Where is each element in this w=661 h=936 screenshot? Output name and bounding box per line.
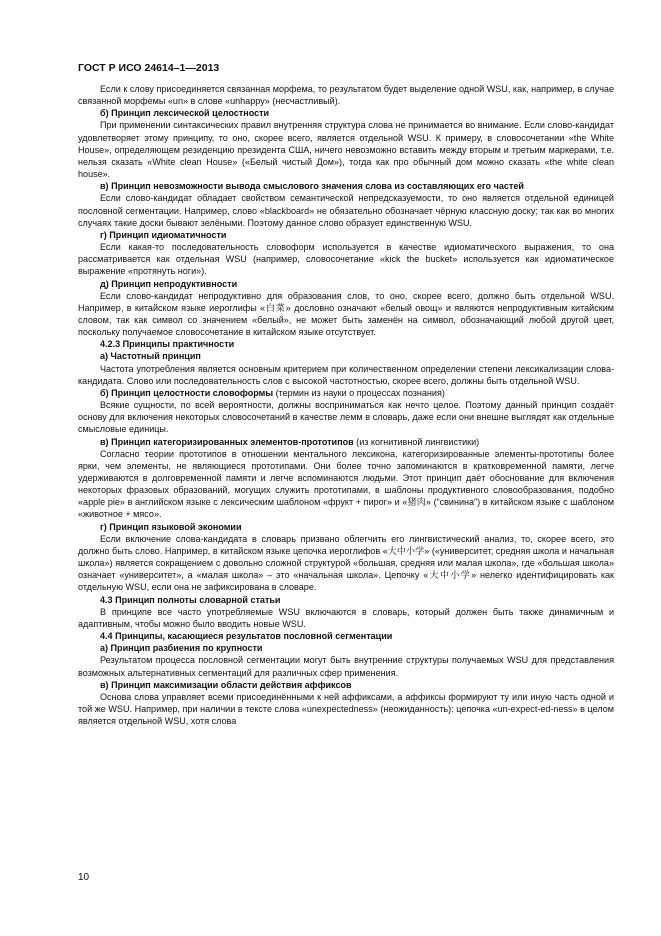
paragraph-bound-morpheme: Если к слову присоединяется связанная морфема, то результатом будет выделение одной WSU, как, например, в случае связанной морфемы «un» в слове «unhappy» (несчастливый). [78, 84, 614, 107]
heading-wordform-integrity-note: (термин из науки о процессах познания) [273, 387, 445, 398]
heading-language-economy: г) Принцип языковой экономии [100, 521, 242, 532]
heading-lexical-integrity: б) Принцип лексической целостности [100, 108, 270, 119]
paragraph-language-economy: Если включение слова-кандидата в словарь призвано облегчить его лингвистический анализ, то, скорее всего, это должно быть слово. Например, в китайском языке цепочка иероглифов «大中小学» («университет, средняя школа и начальная школа») является сокращением с довольно сложной структурой «большая, средняя или малая школа», где «большая школа» означает «университет», а «малая школа» – это «начальная школа». Цепочку «大中小学» нелегко идентифицировать как отдельную WSU, если она не зафиксирована в словаре. [78, 533, 614, 593]
paragraph-dictionary-completeness: В принципе все часто употребляемые WSU включаются в словарь, который должен быть также динамичным и адаптивным, чтобы можно было вводить новые WSU. [78, 606, 614, 629]
heading-semantic-non-compositionality: в) Принцип невозможности вывода смыслового значения слова из составляющих его частей [100, 181, 524, 192]
heading-granularity-principle: а) Принцип разбиения по крупности [100, 643, 263, 654]
heading-prototype-elements-note: (из когнитивной лингвистики) [353, 436, 480, 447]
page-number: 10 [78, 872, 90, 883]
heading-segmentation-results: 4.4 Принципы, касающиеся результатов пословной сегментации [100, 631, 393, 642]
paragraph-lexical-integrity: При применении синтаксических правил внутренняя структура слова не принимается во внимание. Если слово-кандидат удовлетворяет этому принципу, то оно, скорее всего, является отдельной WSU. К примеру, в словосочетании «the White House», определяющем резиденцию президента США, ничего невозможно вставить между вторым и третьим маркерами, т.е. нельзя сказать «White clean House» («Белый чистый Дом»), тогда как про обычный дом можно сказать «the white clean house». [78, 120, 614, 180]
heading-non-productivity: д) Принцип непродуктивности [100, 278, 238, 289]
document-header: ГОСТ Р ИСО 24614–1—2013 [78, 62, 220, 74]
heading-idiomaticity: г) Принцип идиоматичности [100, 229, 227, 240]
heading-dictionary-completeness: 4.3 Принцип полноты словарной статьи [100, 594, 281, 605]
paragraph-prototype-elements: Согласно теории прототипов в отношении ментального лексикона, категоризированные элементы-прототипы более ярки, чем элементы, не являющиеся прототипами. Они более точно запоминаются в кратковременной памяти, легче удерживаются в долговременной памяти и легче вспоминаются людьми. Этот принцип даёт обоснование для включения некоторых фразовых образований, могущих служить прототипами, в шаблоны продуктивного словообразования, подобно «apple pie» в английском языке с лексическим шаблоном «фрукт + пирог» и «猪肉» (“свинина”) в китайском языке с шаблоном «животное + мясо». [78, 448, 614, 520]
paragraph-frequency-principle: Частота употребления является основным критерием при количественном определении степени лексикализации слова-кандидата. Слово или последовательность слов с высокой частотностью, скорее всего, должны быть отдельной WSU. [78, 363, 614, 386]
paragraph-idiomaticity: Если какая-то последовательность словоформ используется в качестве идиоматического выражения, то она рассматривается как отдельная WSU (например, словосочетание «kick the bucket» используется как идиоматическое выражение «протянуть ноги»). [78, 242, 614, 277]
paragraph-non-productivity: Если слово-кандидат непродуктивно для образования слов, то оно, скорее всего, должно быть отдельной WSU. Например, в китайском языке иероглифы «白菜» дословно означают «белый овощ» и являются непродуктивным китайским словом, так как символ со значением «белый», не может быть заменён на символ, обозначающий любой другой цвет, поскольку получаемое словосочетание в китайском языке отсутствует. [78, 290, 614, 338]
paragraph-semantic-non-compositionality: Если слово-кандидат обладает свойством семантической непредсказуемости, то оно является отдельной единицей пословной сегментации. Например, слово «blackboard» не обязательно обозначает чёрную классную доску; так как во многих случаях такие доски бывают зелёными. Поэтому данное слово образует единственную WSU. [78, 193, 614, 228]
heading-practicality-principles: 4.2.3 Принципы практичности [100, 339, 235, 350]
heading-affix-scope: в) Принцип максимизации области действия аффиксов [100, 679, 352, 690]
paragraph-granularity-principle: Результатом процесса пословной сегментации могут быть внутренние структуры получаемых WSU для представления возможных альтернативных сегментаций для различных сфер применения. [78, 655, 614, 678]
heading-wordform-integrity [78, 387, 614, 399]
heading-frequency-principle: а) Частотный принцип [100, 351, 201, 362]
paragraph-affix-scope: Основа слова управляет всеми присоединёнными к ней аффиксами, а аффиксы формируют ту или иную часть одной и той же WSU. Например, при наличии в тексте слова «unexpectedness» (неожиданность): цепочка «un-expect-ed-ness» в целом является отдельной WSU, хотя слова [78, 691, 614, 727]
heading-prototype-elements-bold: в) Принцип категоризированных элементов-прототипов [100, 436, 354, 447]
page-content [78, 62, 614, 727]
heading-prototype-elements [78, 436, 614, 448]
paragraph-wordform-integrity: Всякие сущности, по всей вероятности, должны восприниматься как нечто целое. Поэтому данный принцип создаёт основу для включения некоторых словосочетаний в качестве лемм в словарь, даже если они внешне выглядят как отдельные смысловые единицы. [78, 400, 614, 435]
heading-wordform-integrity-bold: б) Принцип целостности словоформы [100, 387, 274, 398]
